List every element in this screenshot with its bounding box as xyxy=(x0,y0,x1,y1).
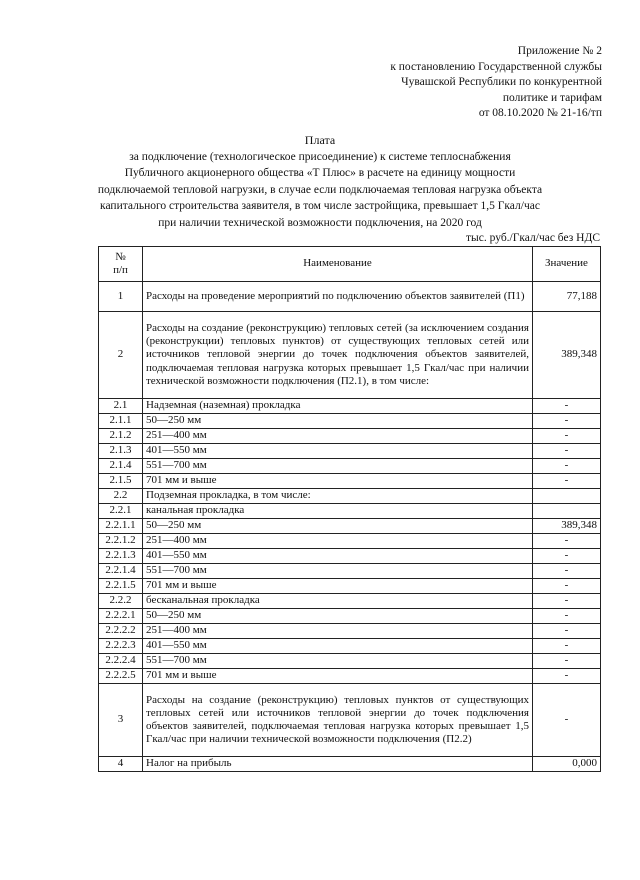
header-num xyxy=(99,247,143,282)
row-value: - xyxy=(533,414,601,429)
row-value: - xyxy=(533,684,601,757)
row-value: - xyxy=(533,624,601,639)
row-num: 2.1 xyxy=(99,399,143,414)
header-name: Наименование xyxy=(143,247,533,282)
row-num: 2.2.1.1 xyxy=(99,519,143,534)
appendix-block xyxy=(302,44,602,122)
row-value: - xyxy=(533,429,601,444)
row-value: - xyxy=(533,399,601,414)
table-row xyxy=(99,534,601,549)
appendix-line: Чувашской Республики по конкурентной xyxy=(401,76,602,88)
appendix-line: к постановлению Государственной службы xyxy=(390,60,602,73)
header-value: Значение xyxy=(533,247,601,282)
table-row xyxy=(99,504,601,519)
row-num: 2.2.1.4 xyxy=(99,564,143,579)
row-num: 2.2.2.3 xyxy=(99,639,143,654)
row-value: - xyxy=(533,579,601,594)
table-row xyxy=(99,312,601,399)
row-num: 1 xyxy=(99,282,143,312)
table-row xyxy=(99,609,601,624)
row-value: - xyxy=(533,444,601,459)
row-value: 77,188 xyxy=(533,282,601,312)
row-value: - xyxy=(533,654,601,669)
row-value xyxy=(533,504,601,519)
title-line: за подключение (технологическое присоединение) к системе теплоснабжения xyxy=(129,150,511,163)
header-num-line2: п/п xyxy=(113,264,128,276)
table-row xyxy=(99,519,601,534)
row-name: бесканальная прокладка xyxy=(143,594,533,609)
row-value xyxy=(533,489,601,504)
title-line: Публичного акционерного общества «Т Плюс» в расчете на единицу мощности xyxy=(124,167,516,179)
table-row xyxy=(99,549,601,564)
row-num: 2.2.2.4 xyxy=(99,654,143,669)
table-row xyxy=(99,459,601,474)
row-num: 2.2.2.1 xyxy=(99,609,143,624)
row-value: - xyxy=(533,564,601,579)
row-value: - xyxy=(533,609,601,624)
fee-table xyxy=(98,246,601,772)
table-row xyxy=(99,654,601,669)
row-name: Подземная прокладка, в том числе: xyxy=(143,489,533,504)
row-value: - xyxy=(533,639,601,654)
row-name: 701 мм и выше xyxy=(143,669,533,684)
row-num: 2.2.1.3 xyxy=(99,549,143,564)
row-value: 389,348 xyxy=(533,519,601,534)
row-name: Расходы на создание (реконструкцию) тепловых пунктов от существующих тепловых сетей или источников тепловой энергии до точек подключения объектов заявителей, подключаемая тепловая нагрузка которых превышает 1,5 Гкал/час при наличии технической возможности подключения (П2.2) xyxy=(143,684,533,757)
appendix-line: политике и тарифам xyxy=(502,91,602,104)
row-value: - xyxy=(533,534,601,549)
row-name: 50—250 мм xyxy=(143,519,533,534)
table-row xyxy=(99,639,601,654)
row-num: 2.1.5 xyxy=(99,474,143,489)
table-row xyxy=(99,757,601,772)
row-num: 2.1.4 xyxy=(99,459,143,474)
appendix-line: Приложение № 2 xyxy=(517,45,602,57)
row-value: 0,000 xyxy=(533,757,601,772)
row-value: 389,348 xyxy=(533,312,601,399)
row-name: 551—700 мм xyxy=(143,459,533,474)
table-row xyxy=(99,594,601,609)
row-num: 2.2.1 xyxy=(99,504,143,519)
row-name: Расходы на проведение мероприятий по подключению объектов заявителей (П1) xyxy=(143,282,533,312)
row-num: 2 xyxy=(99,312,143,399)
row-num: 3 xyxy=(99,684,143,757)
table-row xyxy=(99,414,601,429)
table-row xyxy=(99,489,601,504)
table-row xyxy=(99,444,601,459)
row-num: 2.1.3 xyxy=(99,444,143,459)
row-num: 2.2 xyxy=(99,489,143,504)
row-name: 551—700 мм xyxy=(143,564,533,579)
row-name: 251—400 мм xyxy=(143,624,533,639)
row-name: 551—700 мм xyxy=(143,654,533,669)
title-heading: Плата xyxy=(304,133,336,147)
table-row xyxy=(99,474,601,489)
document-title xyxy=(70,132,570,231)
row-name: канальная прокладка xyxy=(143,504,533,519)
row-name: 251—400 мм xyxy=(143,534,533,549)
table-row xyxy=(99,669,601,684)
table-row xyxy=(99,564,601,579)
header-num-line1: № xyxy=(115,250,126,263)
title-line: при наличии технической возможности подключения, на 2020 год xyxy=(158,216,482,229)
row-name: 401—550 мм xyxy=(143,549,533,564)
row-value: - xyxy=(533,594,601,609)
appendix-line: от 08.10.2020 № 21-16/тп xyxy=(478,107,602,119)
row-num: 2.1.1 xyxy=(99,414,143,429)
row-name: Расходы на создание (реконструкцию) тепловых сетей (за исключением создания (реконструкции) тепловых пунктов) от существующих тепловых сетей или источников тепловой энергии до точек подключения объектов заявителей, подключаемая тепловая нагрузка которых превышает 1,5 Гкал/час при наличии технической возможности подключения (П2.1), в том числе: xyxy=(143,312,533,399)
table-header-row xyxy=(99,247,601,282)
row-num: 2.2.1.2 xyxy=(99,534,143,549)
row-name: 401—550 мм xyxy=(143,444,533,459)
table-row xyxy=(99,579,601,594)
row-name: 701 мм и выше xyxy=(143,474,533,489)
table-row xyxy=(99,624,601,639)
row-num: 2.2.2.5 xyxy=(99,669,143,684)
row-value: - xyxy=(533,459,601,474)
row-value: - xyxy=(533,474,601,489)
units-label: тыс. руб./Гкал/час без НДС xyxy=(466,232,600,244)
table-row xyxy=(99,282,601,312)
row-name: Надземная (наземная) прокладка xyxy=(143,399,533,414)
row-name: 251—400 мм xyxy=(143,429,533,444)
row-name: 50—250 мм xyxy=(143,609,533,624)
row-num: 2.2.2.2 xyxy=(99,624,143,639)
row-value: - xyxy=(533,549,601,564)
title-line: капитального строительства заявителя, в том числе застройщика, превышает 1,5 Гкал/час xyxy=(100,200,540,212)
row-num: 2.1.2 xyxy=(99,429,143,444)
table-row xyxy=(99,684,601,757)
row-name: 701 мм и выше xyxy=(143,579,533,594)
row-name: 401—550 мм xyxy=(143,639,533,654)
table-row xyxy=(99,429,601,444)
row-value: - xyxy=(533,669,601,684)
table-row xyxy=(99,399,601,414)
row-num: 4 xyxy=(99,757,143,772)
row-num: 2.2.1.5 xyxy=(99,579,143,594)
row-name: Налог на прибыль xyxy=(143,757,533,772)
row-name: 50—250 мм xyxy=(143,414,533,429)
title-line: подключаемой тепловой нагрузки, в случае если подключаемая тепловая нагрузка объекта xyxy=(97,183,543,196)
row-num: 2.2.2 xyxy=(99,594,143,609)
